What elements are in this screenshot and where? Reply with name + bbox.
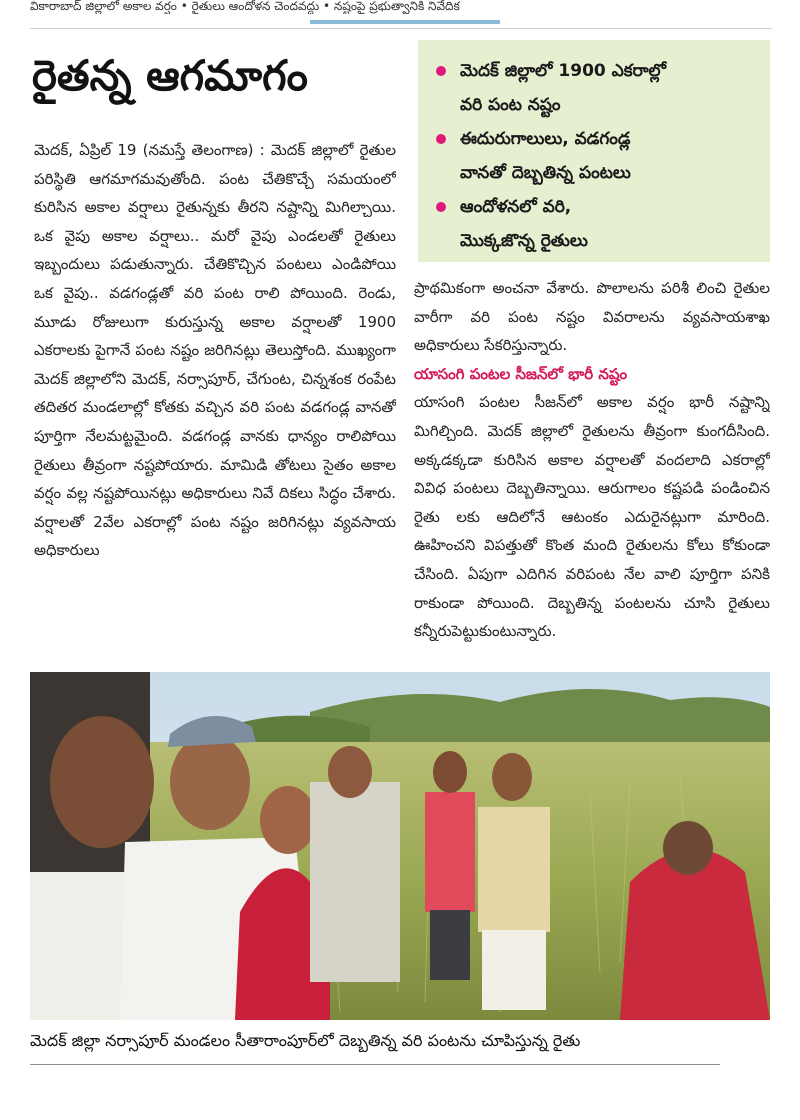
bottom-rule [30,1064,720,1065]
bullet-icon [436,134,446,144]
highlight-line: ఆందోళనలో వరి, [460,197,572,217]
highlight-item [434,190,760,258]
news-photo [30,672,770,1020]
photo-caption: మెదక్‌ జిల్లా నర్సాపూర్‌ మండలం సీతారాంపూర్‌లో దెబ్బతిన్న వరి పంటను చూపిస్తున్న రైతు [30,1031,581,1050]
body-paragraph: యాసంగి పంటల సీజన్‌లో అకాల వర్షం భారీ నష్టాన్ని మిగిల్చింది. మెదక్‌ జిల్లాలో రైతులను తీవ్రంగా కుంగదీసింది. అక్కడక్కడా కురిసిన అకాల వర్షాలతో వందలాది ఎకరాల్లో వివిధ పంటలు దెబ్బతిన్నాయి. ఆరుగాలం కష్టపడి పండించిన రైతు లకు ఆదిలోనే ఆటంకం ఎదురైనట్లుగా మారింది. ఊహించని విపత్తుతో కొంత మంది రైతులను కోలు కోకుండా చేసింది. ఏపుగా ఎదిగిన వరిపంట నేల వాలి పూర్తిగా పనికి రాకుండా పోయింది. దెబ్బతిన్న పంటలను చూసి రైతులు కన్నీరుపెట్టుకుంటున్నారు. [414,393,770,641]
highlight-item [434,122,760,190]
top-divider [30,28,772,29]
article-body-right [414,274,770,664]
highlight-line: మొక్కజొన్న రైతులు [460,231,588,251]
body-paragraph: ప్రాథమికంగా అంచనా వేశారు. పొలాలను పరిశీ లించి రైతుల వారీగా వరి పంట నష్టం వివరాలను వ్యవసాయశాఖ అధికారులు సేకరిస్తున్నారు. [414,279,770,355]
highlight-item [434,54,760,122]
bullet-icon [436,66,446,76]
highlight-line: మెదక్‌ జిల్లాలో 1900 ఎకరాల్లో [460,61,667,81]
previous-article-strip: వికారాబాద్‌ జిల్లాలో అకాల వర్షం • రైతులు ఆందోళన చెందవద్దు • నష్టంపై ప్రభుత్వానికి నివేదిక [30,0,460,13]
bullet-icon [436,202,446,212]
highlights-box [418,40,770,262]
highlight-line: వానతో దెబ్బతిన్న పంటలు [460,163,631,183]
highlight-line: ఈదురుగాలులు, వడగండ్ల [460,129,631,149]
article-headline: రైతన్న ఆగమాగం [32,51,308,100]
accent-rule [310,20,500,24]
article-subheading: యాసంగి పంటల సీజన్‌లో భారీ నష్టం [414,364,628,383]
highlight-line: వరి పంట నష్టం [460,95,561,115]
article-body-left: మెదక్‌, ఏప్రిల్‌ 19 (నమస్తే తెలంగాణ) : మెదక్‌ జిల్లాలో రైతుల పరిస్థితి ఆగమాగమవుతోంది. పంట చేతికొచ్చే సమయంలో కురిసిన అకాల వర్షాలు రైతున్నకు తీరని నష్టాన్ని మిగిల్చాయి. ఒక వైపు అకాల వర్షాలు.. మరో వైపు ఎండలతో రైతులు ఇబ్బందులు పడుతున్నారు. చేతికొచ్చిన పంటలు ఎండిపోయి ఒక వైపు.. వడగండ్లతో వరి పంట రాలి పోయింది. రెండు, మూడు రోజులుగా కురుస్తున్న అకాల వర్షాలతో 1900 ఎకరాలకు పైగానే పంట నష్టం జరిగినట్లు తెలుస్తోంది. ముఖ్యంగా మెదక్‌ జిల్లాలోని మెదక్‌, నర్సాపూర్‌, చేగుంట, చిన్నశంక రంపేట తదితర మండలాల్లో కోతకు వచ్చిన వరి పంట వడగండ్ల వానతో పూర్తిగా నేలమట్టమైంది. వడగండ్ల వానకు ధాన్యం రాలిపోయి రైతులు తీవ్రంగా నష్టపోయారు. మామిడి తోటలు సైతం అకాల వర్షం వల్ల నష్టపోయినట్లు అధికారులు నివే దికలు సిద్ధం చేశారు. వర్షాలతో 2వేల ఎకరాల్లో పంట నష్టం జరిగినట్లు వ్యవసాయ అధికారులు [34,141,396,560]
